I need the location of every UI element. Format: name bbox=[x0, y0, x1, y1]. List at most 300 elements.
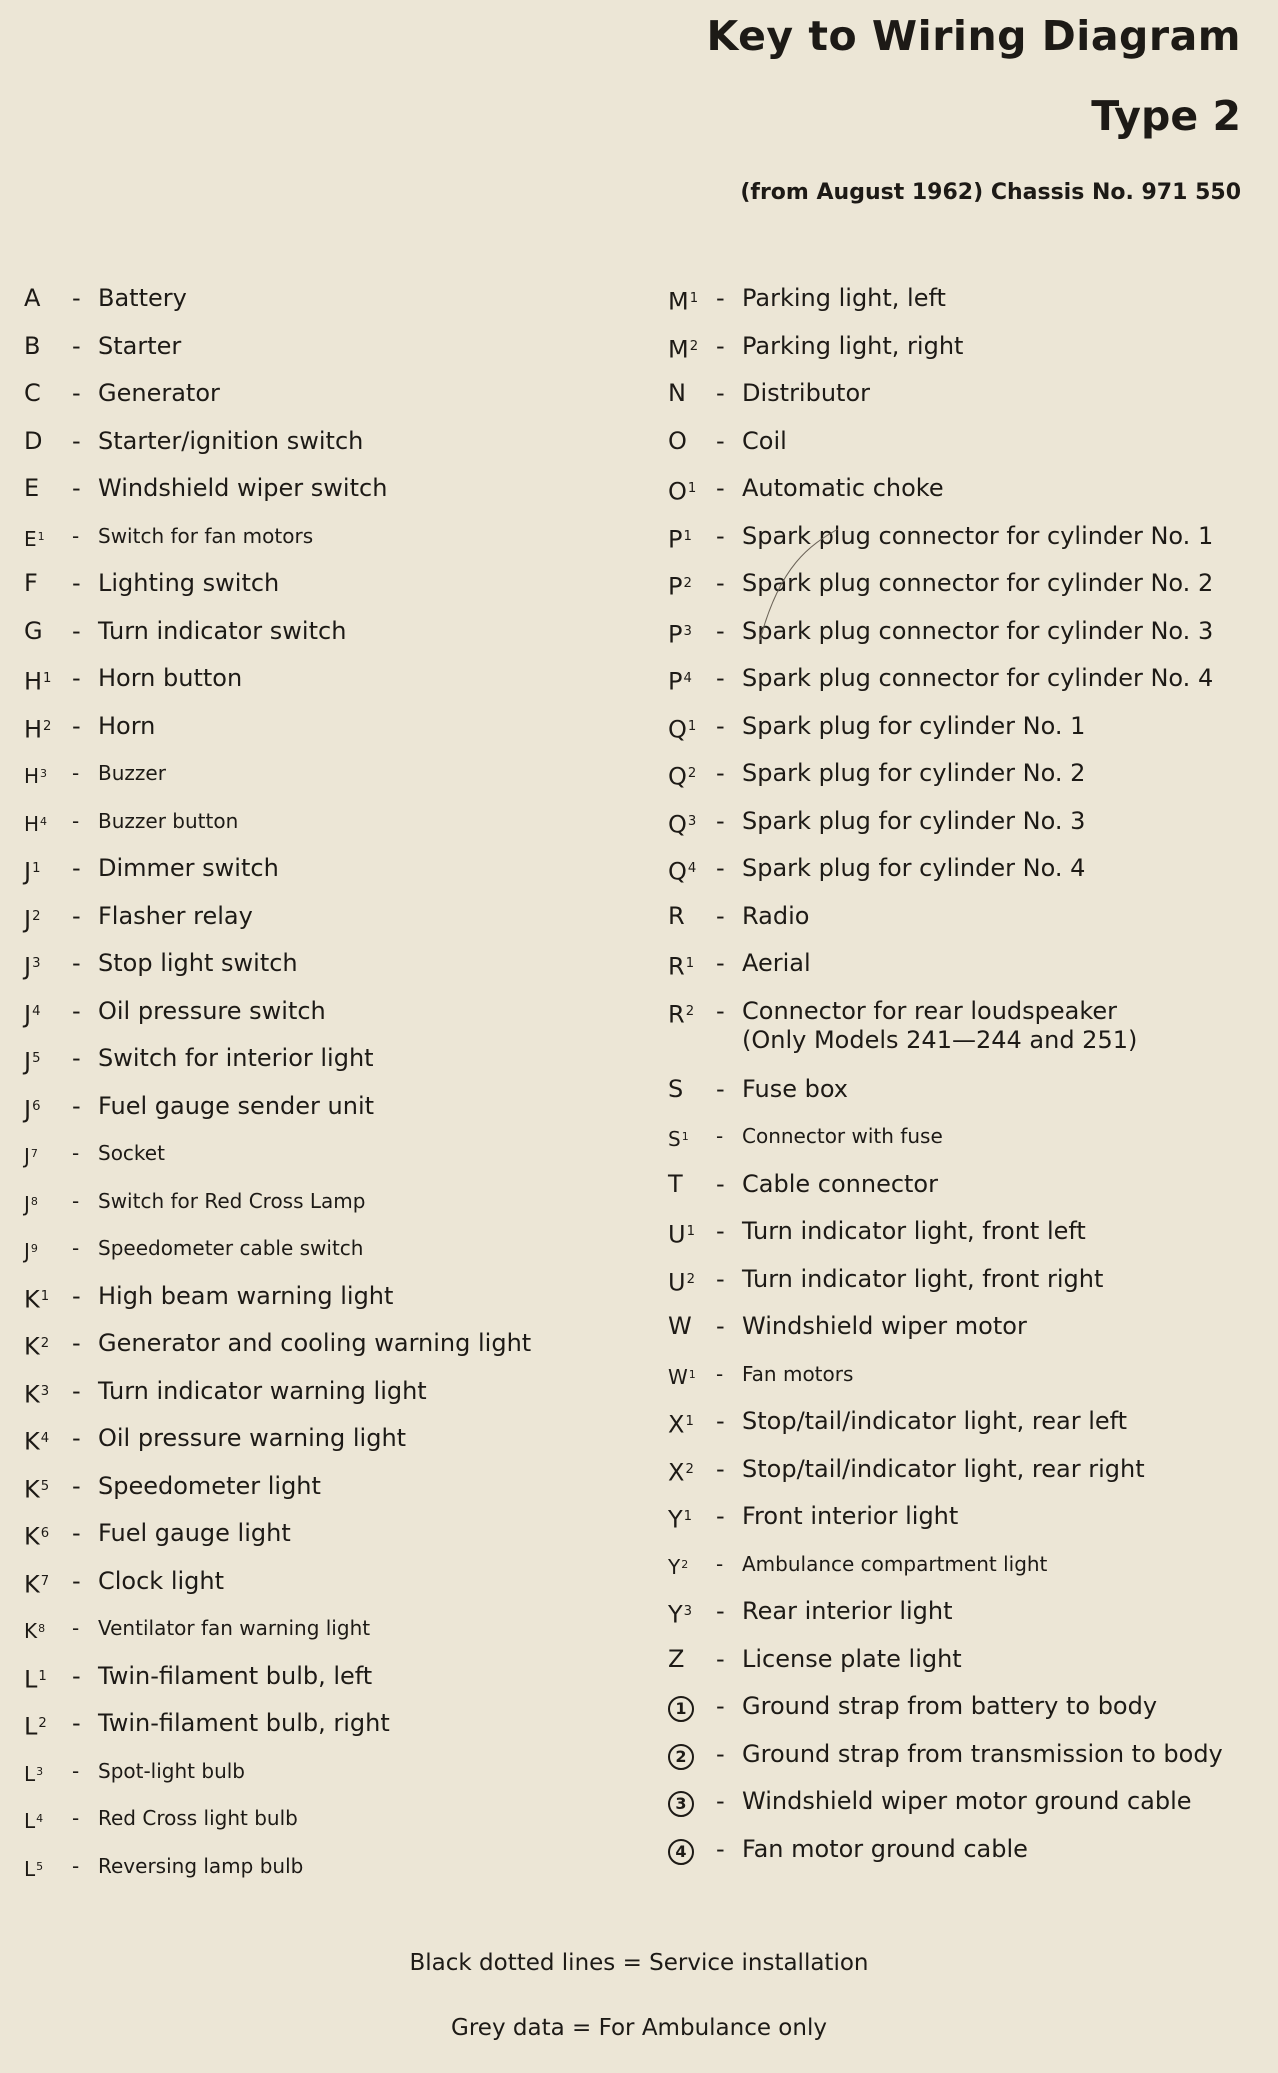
key-entry bbox=[24, 1329, 644, 1377]
component-description bbox=[98, 1472, 644, 1501]
key-entry bbox=[668, 854, 1258, 902]
separator-dash: - bbox=[716, 1217, 725, 1245]
component-letter: J bbox=[24, 1047, 32, 1076]
separator-dash: - bbox=[72, 854, 81, 882]
description-text: Turn indicator warning light bbox=[98, 1376, 427, 1405]
description-text: Fan motors bbox=[742, 1361, 854, 1386]
component-code bbox=[24, 1092, 72, 1124]
description-text: Switch for fan motors bbox=[98, 523, 314, 548]
separator-dash: - bbox=[72, 284, 81, 312]
component-code bbox=[668, 664, 716, 696]
separator-dash: - bbox=[716, 1692, 725, 1720]
description-text: Connector with fuse bbox=[742, 1124, 943, 1148]
component-letter: U bbox=[668, 1267, 686, 1296]
separator-dash: - bbox=[716, 616, 725, 645]
component-letter: R bbox=[668, 901, 685, 930]
component-code bbox=[24, 1519, 72, 1551]
description-text: Windshield wiper motor ground cable bbox=[742, 1787, 1192, 1815]
description-text: Flasher relay bbox=[98, 901, 253, 930]
component-code bbox=[24, 1614, 72, 1646]
key-entry bbox=[668, 712, 1258, 760]
component-description bbox=[98, 1044, 644, 1073]
component-code bbox=[24, 807, 72, 839]
component-code bbox=[668, 854, 716, 886]
description-text: Spark plug connector for cylinder No. 2 bbox=[742, 569, 1214, 597]
component-letter: L bbox=[24, 1664, 38, 1693]
component-letter: W bbox=[668, 1364, 688, 1389]
component-code bbox=[668, 474, 716, 506]
separator-dash: - bbox=[72, 331, 81, 360]
component-code bbox=[668, 284, 716, 316]
key-entry bbox=[668, 1645, 1258, 1693]
component-letter: H bbox=[24, 811, 40, 836]
component-code bbox=[24, 1329, 72, 1361]
component-letter: G bbox=[24, 616, 43, 645]
component-description bbox=[742, 1075, 1258, 1104]
separator-dash: - bbox=[716, 1551, 724, 1576]
component-description bbox=[98, 569, 644, 598]
component-index: 3 bbox=[40, 767, 48, 780]
key-entry bbox=[24, 474, 644, 522]
component-code bbox=[668, 949, 716, 981]
component-code bbox=[24, 1234, 72, 1266]
component-code bbox=[24, 284, 72, 313]
separator-dash: - bbox=[716, 284, 725, 312]
component-code bbox=[668, 997, 716, 1029]
component-description bbox=[98, 522, 644, 551]
component-letter: S bbox=[668, 1127, 681, 1152]
component-description bbox=[742, 807, 1258, 836]
key-column-right bbox=[668, 284, 1258, 1882]
component-description bbox=[98, 332, 644, 361]
description-text: Starter/ignition switch bbox=[98, 426, 364, 455]
component-index: 1 bbox=[688, 1367, 696, 1381]
description-text: Aerial bbox=[742, 949, 811, 977]
component-code bbox=[668, 427, 716, 456]
key-entry bbox=[668, 284, 1258, 332]
key-entry bbox=[668, 427, 1258, 475]
key-entry bbox=[24, 1519, 644, 1567]
separator-dash: - bbox=[72, 1141, 80, 1165]
separator-dash: - bbox=[72, 1188, 80, 1213]
component-code bbox=[24, 1187, 72, 1219]
component-code bbox=[668, 522, 716, 554]
component-description bbox=[742, 664, 1258, 693]
component-code bbox=[24, 1139, 72, 1171]
component-code bbox=[668, 1407, 716, 1439]
separator-dash: - bbox=[716, 1361, 724, 1386]
description-text: Stop/tail/indicator light, rear left bbox=[742, 1407, 1128, 1435]
key-entry bbox=[24, 522, 644, 570]
component-letter: W bbox=[668, 1312, 692, 1340]
component-code bbox=[24, 569, 72, 598]
component-description bbox=[98, 1329, 644, 1358]
component-letter: J bbox=[24, 1191, 30, 1216]
key-entry bbox=[24, 617, 644, 665]
component-letter: K bbox=[24, 1522, 40, 1551]
component-letter: Q bbox=[668, 809, 687, 838]
description-text: Red Cross light bulb bbox=[98, 1806, 298, 1830]
component-letter: R bbox=[668, 999, 685, 1028]
component-description bbox=[98, 1092, 644, 1121]
component-letter: J bbox=[24, 904, 32, 933]
component-description bbox=[98, 1804, 644, 1833]
description-text: Buzzer button bbox=[98, 808, 239, 833]
component-code bbox=[668, 1740, 716, 1770]
component-description bbox=[742, 1455, 1258, 1484]
component-description bbox=[742, 474, 1258, 503]
component-letter: N bbox=[668, 379, 686, 407]
separator-dash: - bbox=[716, 854, 725, 882]
component-description bbox=[98, 1709, 644, 1738]
separator-dash: - bbox=[72, 426, 81, 455]
key-entry bbox=[668, 1265, 1258, 1313]
component-description bbox=[98, 949, 644, 978]
component-code bbox=[668, 902, 716, 931]
component-index: 1 bbox=[687, 481, 697, 496]
component-index: 1 bbox=[689, 291, 699, 306]
component-letter: O bbox=[668, 477, 687, 506]
key-entry bbox=[668, 379, 1258, 427]
separator-dash: - bbox=[716, 1312, 725, 1340]
description-text: Oil pressure warning light bbox=[98, 1424, 407, 1452]
separator-dash: - bbox=[72, 569, 81, 597]
component-letter: E bbox=[24, 526, 37, 551]
description-text: Connector for rear loudspeaker bbox=[742, 996, 1118, 1025]
component-letter: J bbox=[24, 952, 32, 981]
component-letter: J bbox=[24, 857, 32, 886]
description-text: Ground strap from transmission to body bbox=[742, 1739, 1223, 1768]
component-index: 2 bbox=[687, 766, 697, 781]
key-entry bbox=[668, 1312, 1258, 1360]
component-index: 4 bbox=[683, 671, 692, 686]
component-letter: Q bbox=[668, 857, 687, 886]
key-entry bbox=[668, 1407, 1258, 1455]
component-code bbox=[24, 1282, 72, 1314]
component-letter: L bbox=[24, 1712, 38, 1741]
description-note: (Only Models 241—244 and 251) bbox=[742, 1025, 1138, 1054]
component-index: 4 bbox=[32, 1003, 41, 1019]
separator-dash: - bbox=[716, 1264, 725, 1293]
description-text: Lighting switch bbox=[98, 569, 280, 597]
component-code bbox=[668, 1075, 716, 1104]
component-code bbox=[668, 617, 716, 649]
key-entry bbox=[24, 1424, 644, 1472]
component-letter: Y bbox=[668, 1505, 683, 1534]
key-entry bbox=[24, 854, 644, 902]
component-description bbox=[742, 1550, 1258, 1579]
description-text: Spot-light bulb bbox=[98, 1758, 245, 1783]
component-description bbox=[98, 1519, 644, 1548]
component-description bbox=[742, 1312, 1258, 1341]
key-entry bbox=[24, 1234, 644, 1282]
component-code bbox=[24, 332, 72, 361]
component-description bbox=[742, 1217, 1258, 1246]
separator-dash: - bbox=[72, 1281, 81, 1310]
component-code bbox=[668, 1502, 716, 1534]
key-entry bbox=[24, 997, 644, 1045]
key-entry bbox=[668, 1692, 1258, 1740]
description-text: License plate light bbox=[742, 1644, 962, 1673]
component-code bbox=[24, 949, 72, 981]
component-letter: L bbox=[24, 1856, 36, 1881]
key-entry bbox=[24, 427, 644, 475]
component-letter: X bbox=[668, 1410, 685, 1439]
separator-dash: - bbox=[716, 331, 725, 360]
component-letter: K bbox=[24, 1619, 38, 1644]
separator-dash: - bbox=[72, 1661, 81, 1690]
key-entry bbox=[668, 1360, 1258, 1408]
separator-dash: - bbox=[72, 379, 81, 407]
key-entry bbox=[24, 1282, 644, 1330]
component-index: 1 bbox=[686, 1224, 695, 1239]
component-code bbox=[24, 1377, 72, 1409]
component-index: 3 bbox=[36, 1764, 44, 1778]
separator-dash: - bbox=[72, 808, 80, 833]
description-text: Spark plug connector for cylinder No. 3 bbox=[742, 616, 1214, 645]
separator-dash: - bbox=[716, 1644, 725, 1673]
component-code bbox=[24, 902, 72, 934]
component-letter: L bbox=[24, 1809, 36, 1834]
key-entry bbox=[24, 1662, 644, 1710]
component-description bbox=[742, 1835, 1258, 1864]
component-code bbox=[668, 807, 716, 839]
component-index: 4 bbox=[687, 861, 697, 876]
component-letter: P bbox=[668, 619, 683, 648]
component-description bbox=[98, 1139, 644, 1168]
legend-grey-data: Grey data = For Ambulance only bbox=[451, 2015, 827, 2041]
component-code bbox=[24, 759, 72, 791]
component-letter: Q bbox=[668, 762, 687, 791]
component-code bbox=[668, 1170, 716, 1199]
component-description bbox=[742, 1122, 1258, 1151]
component-description bbox=[742, 427, 1258, 456]
component-code bbox=[668, 1835, 716, 1865]
component-index: 1 bbox=[683, 1509, 693, 1524]
description-text: Radio bbox=[742, 901, 810, 930]
component-code bbox=[24, 854, 72, 886]
component-description bbox=[98, 474, 644, 503]
description-text: Automatic choke bbox=[742, 474, 944, 502]
key-entry bbox=[24, 1614, 644, 1662]
key-entry bbox=[668, 1597, 1258, 1645]
component-code bbox=[668, 1312, 716, 1341]
separator-dash: - bbox=[72, 996, 81, 1025]
component-description bbox=[98, 759, 644, 788]
component-index: 4 bbox=[40, 814, 48, 828]
component-index: 1 bbox=[685, 956, 695, 971]
component-description bbox=[98, 1614, 644, 1643]
component-code bbox=[24, 617, 72, 646]
key-entry bbox=[24, 1092, 644, 1140]
component-letter: A bbox=[24, 284, 41, 312]
component-description bbox=[98, 427, 644, 456]
component-code bbox=[668, 1550, 716, 1582]
component-index: 2 bbox=[43, 718, 52, 734]
component-code bbox=[668, 379, 716, 408]
separator-dash: - bbox=[72, 1236, 80, 1260]
component-letter: J bbox=[24, 1144, 30, 1169]
component-code bbox=[668, 569, 716, 601]
component-letter: B bbox=[24, 331, 41, 360]
component-index: 6 bbox=[32, 1098, 41, 1114]
key-entry bbox=[24, 807, 644, 855]
component-letter: J bbox=[24, 999, 32, 1028]
component-code bbox=[24, 1662, 72, 1694]
component-letter: L bbox=[24, 1761, 36, 1786]
description-text: Turn indicator light, front left bbox=[742, 1217, 1086, 1245]
description-text: Windshield wiper motor bbox=[742, 1312, 1027, 1340]
component-index: 1 bbox=[38, 1668, 47, 1684]
description-text: Battery bbox=[98, 284, 187, 312]
description-text: Generator bbox=[98, 379, 220, 407]
separator-dash: - bbox=[716, 1169, 725, 1198]
description-text: Speedometer cable switch bbox=[98, 1236, 364, 1260]
separator-dash: - bbox=[72, 1044, 81, 1072]
separator-dash: - bbox=[716, 806, 725, 835]
component-index: 2 bbox=[38, 1716, 47, 1731]
component-description bbox=[742, 284, 1258, 313]
key-entry bbox=[668, 902, 1258, 950]
component-index: 4 bbox=[40, 1431, 50, 1446]
component-letter: T bbox=[668, 1169, 683, 1198]
description-text: Generator and cooling warning light bbox=[98, 1329, 532, 1357]
separator-dash: - bbox=[72, 474, 81, 502]
separator-dash: - bbox=[716, 1074, 725, 1103]
key-entry bbox=[668, 1075, 1258, 1123]
component-description bbox=[98, 1757, 644, 1786]
description-text: Ambulance compartment light bbox=[742, 1551, 1048, 1576]
component-letter: P bbox=[668, 524, 683, 553]
component-code bbox=[24, 1567, 72, 1599]
description-text: Front interior light bbox=[742, 1502, 959, 1530]
separator-dash: - bbox=[716, 1407, 725, 1435]
component-description bbox=[98, 1424, 644, 1453]
description-text: Twin-filament bulb, right bbox=[98, 1709, 390, 1737]
component-code bbox=[24, 522, 72, 554]
separator-dash: - bbox=[716, 426, 725, 455]
component-letter: Y bbox=[668, 1554, 681, 1579]
key-entry bbox=[668, 949, 1258, 997]
description-text: Oil pressure switch bbox=[98, 996, 326, 1025]
component-code bbox=[668, 1360, 716, 1392]
key-entry bbox=[668, 1122, 1258, 1170]
component-letter: Q bbox=[668, 714, 687, 743]
component-description bbox=[98, 997, 644, 1026]
component-index: 3 bbox=[32, 956, 41, 971]
component-description bbox=[98, 854, 644, 883]
component-description bbox=[98, 1377, 644, 1406]
component-index: 5 bbox=[32, 1051, 41, 1066]
description-text: Coil bbox=[742, 426, 787, 455]
separator-dash: - bbox=[72, 1519, 81, 1547]
separator-dash: - bbox=[716, 1454, 725, 1483]
description-text: Distributor bbox=[742, 379, 871, 407]
component-code bbox=[24, 1709, 72, 1741]
component-index: 2 bbox=[32, 908, 41, 924]
component-description bbox=[742, 379, 1258, 408]
component-letter: K bbox=[24, 1379, 40, 1408]
separator-dash: - bbox=[72, 1471, 81, 1500]
component-index: 8 bbox=[30, 1194, 38, 1208]
separator-dash: - bbox=[72, 711, 81, 740]
component-code bbox=[668, 1265, 716, 1297]
key-entry bbox=[24, 759, 644, 807]
separator-dash: - bbox=[72, 1376, 81, 1405]
component-index: 2 bbox=[689, 338, 699, 354]
component-code bbox=[668, 1597, 716, 1629]
component-description bbox=[98, 1234, 644, 1263]
separator-dash: - bbox=[716, 1597, 725, 1625]
component-description bbox=[742, 997, 1258, 1055]
key-entry bbox=[24, 712, 644, 760]
description-text: Windshield wiper switch bbox=[98, 474, 388, 502]
separator-dash: - bbox=[716, 1124, 724, 1148]
separator-dash: - bbox=[716, 664, 725, 692]
description-text: Fuel gauge light bbox=[98, 1519, 291, 1547]
component-description bbox=[742, 949, 1258, 978]
separator-dash: - bbox=[72, 664, 81, 692]
description-text: Fan motor ground cable bbox=[742, 1834, 1028, 1863]
description-text: Buzzer bbox=[98, 761, 166, 785]
component-code bbox=[668, 712, 716, 744]
component-code bbox=[24, 1852, 72, 1884]
description-text: Dimmer switch bbox=[98, 854, 279, 882]
separator-dash: - bbox=[716, 711, 725, 740]
component-code bbox=[668, 332, 716, 364]
separator-dash: - bbox=[72, 523, 80, 548]
component-description bbox=[742, 854, 1258, 883]
key-entry bbox=[24, 949, 644, 997]
component-description bbox=[742, 1645, 1258, 1674]
component-letter: K bbox=[24, 1474, 40, 1503]
description-text: Fuse box bbox=[742, 1074, 848, 1103]
component-description bbox=[742, 759, 1258, 788]
component-description bbox=[742, 1597, 1258, 1626]
key-entry bbox=[24, 1377, 644, 1425]
component-letter: H bbox=[24, 764, 40, 789]
component-letter: O bbox=[668, 426, 687, 455]
component-description bbox=[98, 1852, 644, 1881]
separator-dash: - bbox=[72, 1329, 81, 1357]
separator-dash: - bbox=[72, 901, 81, 930]
component-letter: Y bbox=[668, 1600, 683, 1629]
legend-dotted-lines: Black dotted lines = Service installation bbox=[409, 1950, 869, 1976]
component-code bbox=[24, 1804, 72, 1836]
component-index: 4 bbox=[36, 1812, 44, 1825]
component-code bbox=[24, 664, 72, 696]
component-letter: F bbox=[24, 569, 38, 597]
key-entry bbox=[668, 759, 1258, 807]
key-entry bbox=[24, 284, 644, 332]
description-text: Fuel gauge sender unit bbox=[98, 1091, 375, 1120]
description-text: Turn indicator switch bbox=[98, 616, 347, 645]
description-text: Ventilator fan warning light bbox=[98, 1616, 371, 1640]
separator-dash: - bbox=[72, 1616, 80, 1640]
component-letter: K bbox=[24, 1284, 40, 1313]
component-code bbox=[24, 1757, 72, 1789]
component-index: 3 bbox=[683, 1604, 693, 1619]
key-entry bbox=[668, 997, 1258, 1075]
separator-dash: - bbox=[716, 379, 725, 407]
description-text: Starter bbox=[98, 331, 182, 360]
component-description bbox=[742, 332, 1258, 361]
key-entry bbox=[24, 1757, 644, 1805]
component-description bbox=[98, 664, 644, 693]
key-entry bbox=[668, 1740, 1258, 1788]
component-letter: C bbox=[24, 379, 41, 407]
description-text: Stop light switch bbox=[98, 949, 298, 977]
